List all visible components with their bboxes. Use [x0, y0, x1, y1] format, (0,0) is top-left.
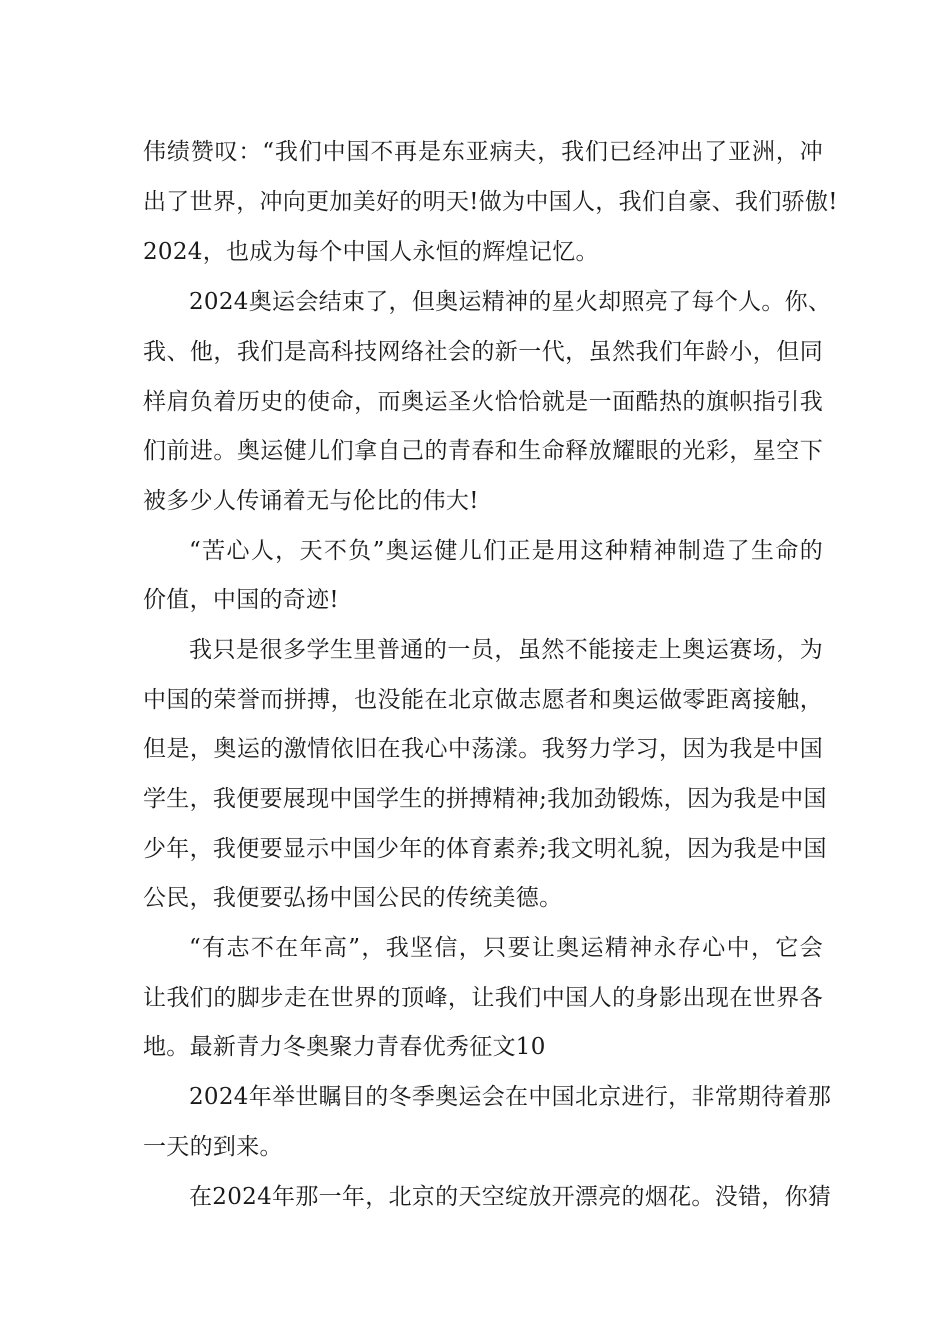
text-line: 2024，也成为每个中国人永恒的辉煌记忆。 [143, 239, 599, 265]
text-line: 让我们的脚步走在世界的顶峰，让我们中国人的身影出现在世界各 [143, 985, 823, 1011]
text-line: 公民，我便要弘扬中国公民的传统美德。 [143, 885, 563, 911]
paragraph-first-line: 我只是很多学生里普通的一员，虽然不能接走上奥运赛场，为 [189, 637, 823, 663]
text-line: 一天的到来。 [143, 1134, 283, 1160]
paragraph-first-line: 2024年举世瞩目的冬季奥运会在中国北京进行，非常期待着那 [189, 1084, 832, 1110]
text-line: 样肩负着历史的使命，而奥运圣火恰恰就是一面酷热的旗帜指引我 [143, 389, 823, 415]
text-line: 地。最新青力冬奥聚力青春优秀征文10 [143, 1034, 546, 1060]
paragraph-first-line: 在2024年那一年，北京的天空绽放开漂亮的烟花。没错，你猜 [189, 1184, 832, 1210]
text-line: 价值，中国的奇迹! [143, 587, 339, 613]
text-line: 少年，我便要显示中国少年的体育素养;我文明礼貌，因为我是中国 [143, 836, 827, 862]
paragraph-first-line: 2024奥运会结束了，但奥运精神的星火却照亮了每个人。你、 [189, 289, 832, 315]
text-line: 学生，我便要展现中国学生的拼搏精神;我加劲锻炼，因为我是中国 [143, 786, 827, 812]
text-line: 中国的荣誉而拼搏，也没能在北京做志愿者和奥运做零距离接触， [143, 687, 823, 713]
text-line: 出了世界，冲向更加美好的明天!做为中国人，我们自豪、我们骄傲! [143, 189, 838, 215]
text-line: 我、他，我们是高科技网络社会的新一代，虽然我们年龄小，但同 [143, 339, 823, 365]
paragraph-first-line: “苦心人，天不负”奥运健儿们正是用这种精神制造了生命的 [189, 538, 823, 564]
text-line: 伟绩赞叹：“我们中国不再是东亚病夫，我们已经冲出了亚洲，冲 [143, 139, 823, 165]
text-line: 但是，奥运的激情依旧在我心中荡漾。我努力学习，因为我是中国 [143, 736, 823, 762]
paragraph-first-line: “有志不在年高”，我坚信，只要让奥运精神永存心中，它会 [189, 935, 823, 961]
text-line: 被多少人传诵着无与伦比的伟大! [143, 488, 479, 514]
text-line: 们前进。奥运健儿们拿自己的青春和生命释放耀眼的光彩，星空下 [143, 438, 823, 464]
